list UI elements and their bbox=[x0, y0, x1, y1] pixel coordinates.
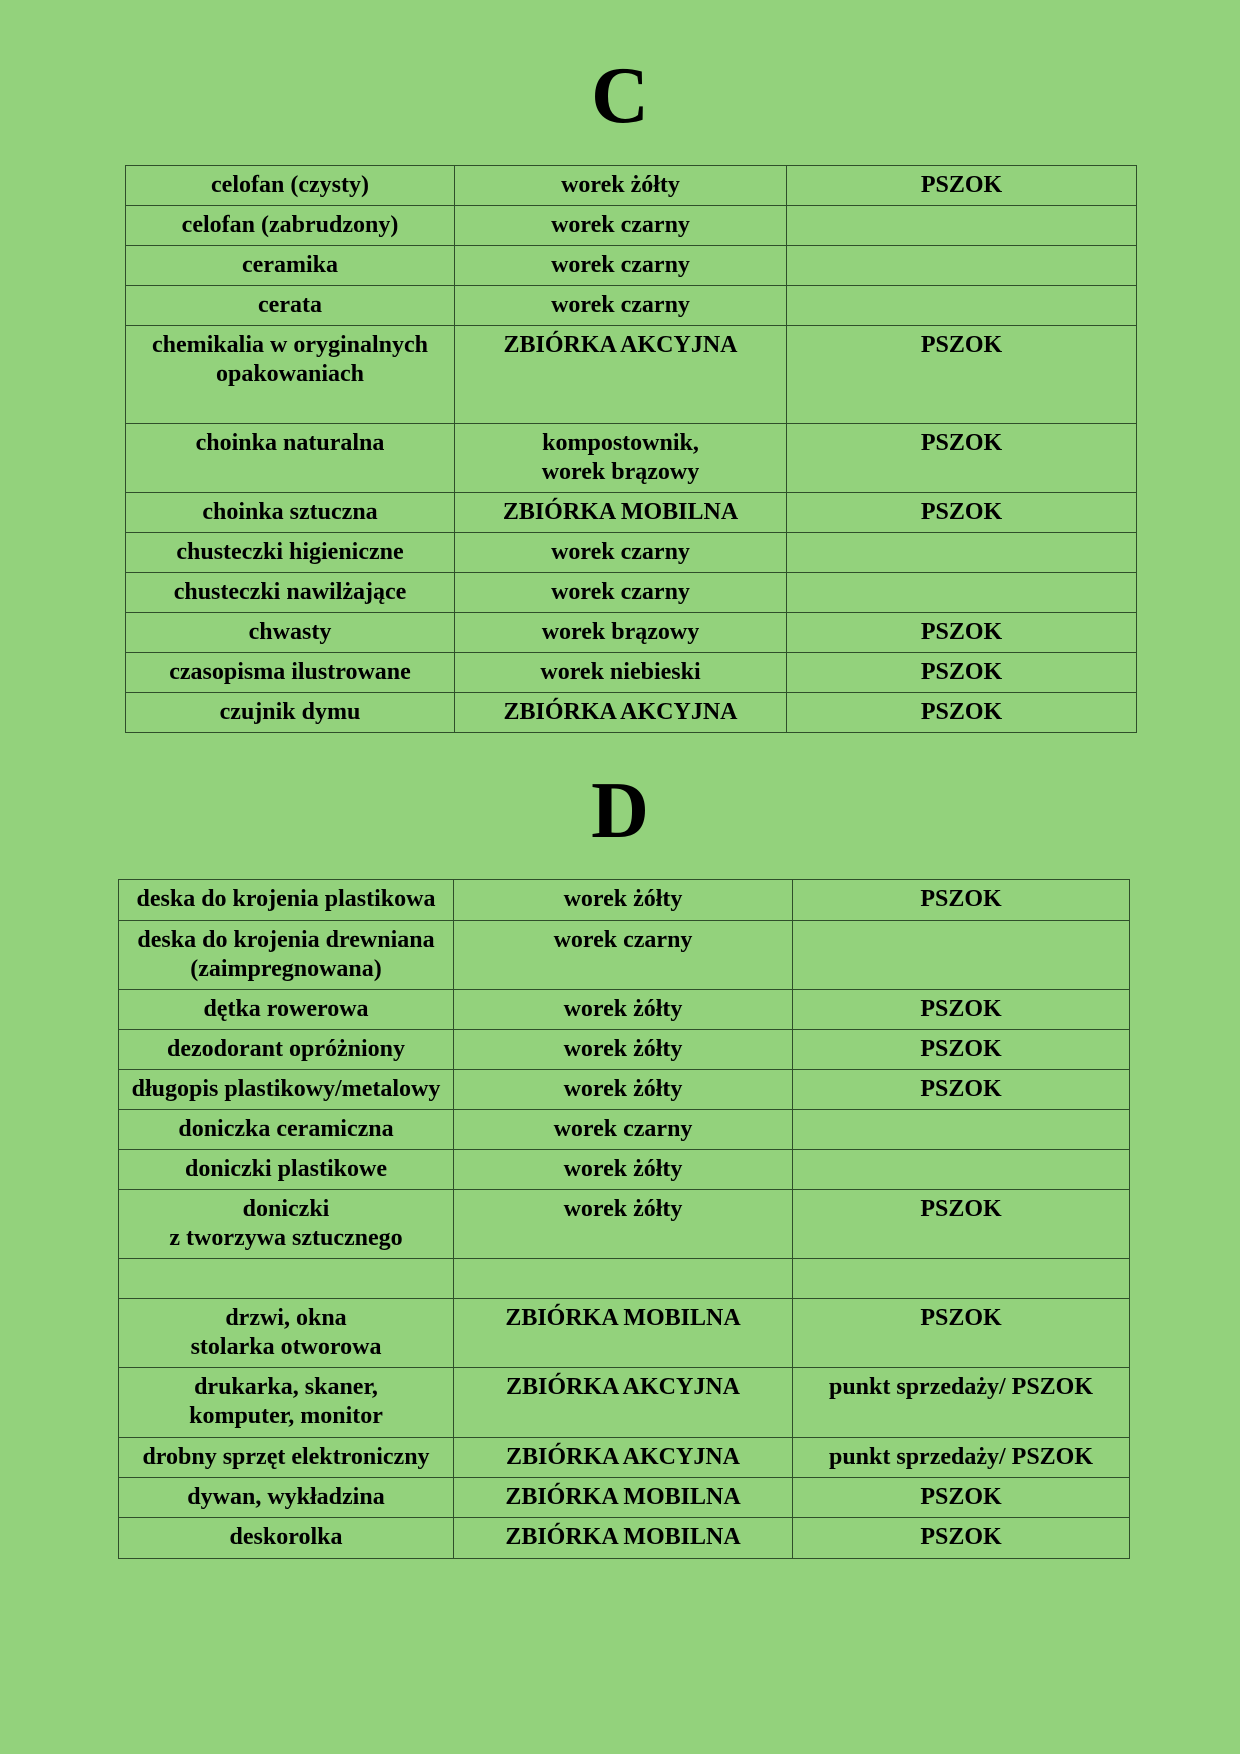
item-cell: doniczki plastikowe bbox=[119, 1150, 454, 1190]
table-row bbox=[119, 1438, 1130, 1478]
alternative-cell bbox=[787, 206, 1137, 246]
container-cell: worek czarny bbox=[455, 246, 787, 286]
alternative-cell bbox=[787, 286, 1137, 326]
alternative-cell bbox=[787, 573, 1137, 613]
table-row bbox=[119, 1518, 1130, 1559]
item-cell: drobny sprzęt elektroniczny bbox=[119, 1438, 454, 1478]
table-row bbox=[126, 246, 1137, 286]
table-row bbox=[119, 1478, 1130, 1518]
table-row bbox=[126, 286, 1137, 326]
container-cell: worek żółty bbox=[454, 1030, 793, 1070]
table-row bbox=[119, 921, 1130, 990]
item-cell: długopis plastikowy/metalowy bbox=[119, 1070, 454, 1110]
section-letter-d: D bbox=[591, 767, 649, 855]
alternative-cell bbox=[793, 1110, 1130, 1150]
alternative-cell: PSZOK bbox=[787, 424, 1137, 493]
item-cell: czasopisma ilustrowane bbox=[126, 653, 455, 693]
item-cell: deska do krojenia drewniana (zaimpregnowana) bbox=[119, 921, 454, 990]
container-cell: ZBIÓRKA MOBILNA bbox=[454, 1518, 793, 1559]
waste-table-d bbox=[118, 879, 1130, 1559]
item-cell: chusteczki higieniczne bbox=[126, 533, 455, 573]
alternative-cell: PSZOK bbox=[793, 1299, 1130, 1368]
container-cell: ZBIÓRKA AKCYJNA bbox=[455, 693, 787, 733]
alternative-cell: PSZOK bbox=[787, 613, 1137, 653]
waste-table-c bbox=[125, 165, 1137, 733]
item-cell bbox=[119, 1259, 454, 1299]
table-row bbox=[119, 1299, 1130, 1368]
container-cell: worek żółty bbox=[455, 166, 787, 206]
alternative-cell: PSZOK bbox=[793, 1030, 1130, 1070]
alternative-cell bbox=[793, 921, 1130, 990]
container-cell: ZBIÓRKA AKCYJNA bbox=[455, 326, 787, 424]
container-cell: worek brązowy bbox=[455, 613, 787, 653]
item-cell: doniczki z tworzywa sztucznego bbox=[119, 1190, 454, 1259]
container-cell: worek żółty bbox=[454, 880, 793, 921]
alternative-cell bbox=[793, 1259, 1130, 1299]
item-cell: chusteczki nawilżające bbox=[126, 573, 455, 613]
container-cell: ZBIÓRKA MOBILNA bbox=[454, 1299, 793, 1368]
container-cell: ZBIÓRKA MOBILNA bbox=[454, 1478, 793, 1518]
item-cell: dywan, wykładzina bbox=[119, 1478, 454, 1518]
alternative-cell: punkt sprzedaży/ PSZOK bbox=[793, 1438, 1130, 1478]
item-cell: ceramika bbox=[126, 246, 455, 286]
item-cell: cerata bbox=[126, 286, 455, 326]
item-cell: czujnik dymu bbox=[126, 693, 455, 733]
alternative-cell bbox=[787, 533, 1137, 573]
table-row bbox=[126, 573, 1137, 613]
table-row bbox=[126, 533, 1137, 573]
container-cell: kompostownik, worek brązowy bbox=[455, 424, 787, 493]
table-row bbox=[119, 880, 1130, 921]
alternative-cell: PSZOK bbox=[793, 1478, 1130, 1518]
alternative-cell: PSZOK bbox=[793, 1518, 1130, 1559]
table-row bbox=[126, 653, 1137, 693]
item-cell: choinka naturalna bbox=[126, 424, 455, 493]
table-row bbox=[126, 424, 1137, 493]
item-cell: celofan (czysty) bbox=[126, 166, 455, 206]
item-cell: drukarka, skaner, komputer, monitor bbox=[119, 1368, 454, 1438]
section-letter-c: C bbox=[591, 52, 649, 140]
table-row bbox=[119, 1368, 1130, 1438]
table-row bbox=[126, 493, 1137, 533]
item-cell: dezodorant opróżniony bbox=[119, 1030, 454, 1070]
container-cell: ZBIÓRKA MOBILNA bbox=[455, 493, 787, 533]
container-cell: worek czarny bbox=[455, 286, 787, 326]
container-cell: worek czarny bbox=[455, 206, 787, 246]
alternative-cell: PSZOK bbox=[787, 493, 1137, 533]
item-cell: deska do krojenia plastikowa bbox=[119, 880, 454, 921]
alternative-cell: PSZOK bbox=[793, 1190, 1130, 1259]
alternative-cell: PSZOK bbox=[793, 880, 1130, 921]
table-row bbox=[126, 166, 1137, 206]
container-cell: ZBIÓRKA AKCYJNA bbox=[454, 1438, 793, 1478]
table-row bbox=[119, 1110, 1130, 1150]
table-row bbox=[119, 1150, 1130, 1190]
alternative-cell: PSZOK bbox=[787, 693, 1137, 733]
table-row bbox=[119, 1070, 1130, 1110]
table-row bbox=[126, 613, 1137, 653]
container-cell: worek czarny bbox=[454, 1110, 793, 1150]
alternative-cell bbox=[793, 1150, 1130, 1190]
container-cell: worek żółty bbox=[454, 1070, 793, 1110]
item-cell: celofan (zabrudzony) bbox=[126, 206, 455, 246]
table-row bbox=[119, 1259, 1130, 1299]
item-cell: dętka rowerowa bbox=[119, 990, 454, 1030]
alternative-cell: PSZOK bbox=[793, 1070, 1130, 1110]
item-cell: drzwi, okna stolarka otworowa bbox=[119, 1299, 454, 1368]
alternative-cell: PSZOK bbox=[787, 326, 1137, 424]
table-row bbox=[126, 693, 1137, 733]
item-cell: chwasty bbox=[126, 613, 455, 653]
item-cell: choinka sztuczna bbox=[126, 493, 455, 533]
container-cell: worek niebieski bbox=[455, 653, 787, 693]
container-cell bbox=[454, 1259, 793, 1299]
alternative-cell: PSZOK bbox=[787, 166, 1137, 206]
table-row bbox=[126, 206, 1137, 246]
container-cell: worek żółty bbox=[454, 1190, 793, 1259]
item-cell: deskorolka bbox=[119, 1518, 454, 1559]
container-cell: worek czarny bbox=[455, 573, 787, 613]
alternative-cell: punkt sprzedaży/ PSZOK bbox=[793, 1368, 1130, 1438]
alternative-cell bbox=[787, 246, 1137, 286]
table-row bbox=[119, 1030, 1130, 1070]
table-row bbox=[119, 990, 1130, 1030]
table-row bbox=[126, 326, 1137, 424]
container-cell: worek żółty bbox=[454, 990, 793, 1030]
alternative-cell: PSZOK bbox=[793, 990, 1130, 1030]
item-cell: doniczka ceramiczna bbox=[119, 1110, 454, 1150]
container-cell: worek żółty bbox=[454, 1150, 793, 1190]
container-cell: worek czarny bbox=[454, 921, 793, 990]
container-cell: ZBIÓRKA AKCYJNA bbox=[454, 1368, 793, 1438]
alternative-cell: PSZOK bbox=[787, 653, 1137, 693]
table-row bbox=[119, 1190, 1130, 1259]
item-cell: chemikalia w oryginalnych opakowaniach bbox=[126, 326, 455, 424]
container-cell: worek czarny bbox=[455, 533, 787, 573]
